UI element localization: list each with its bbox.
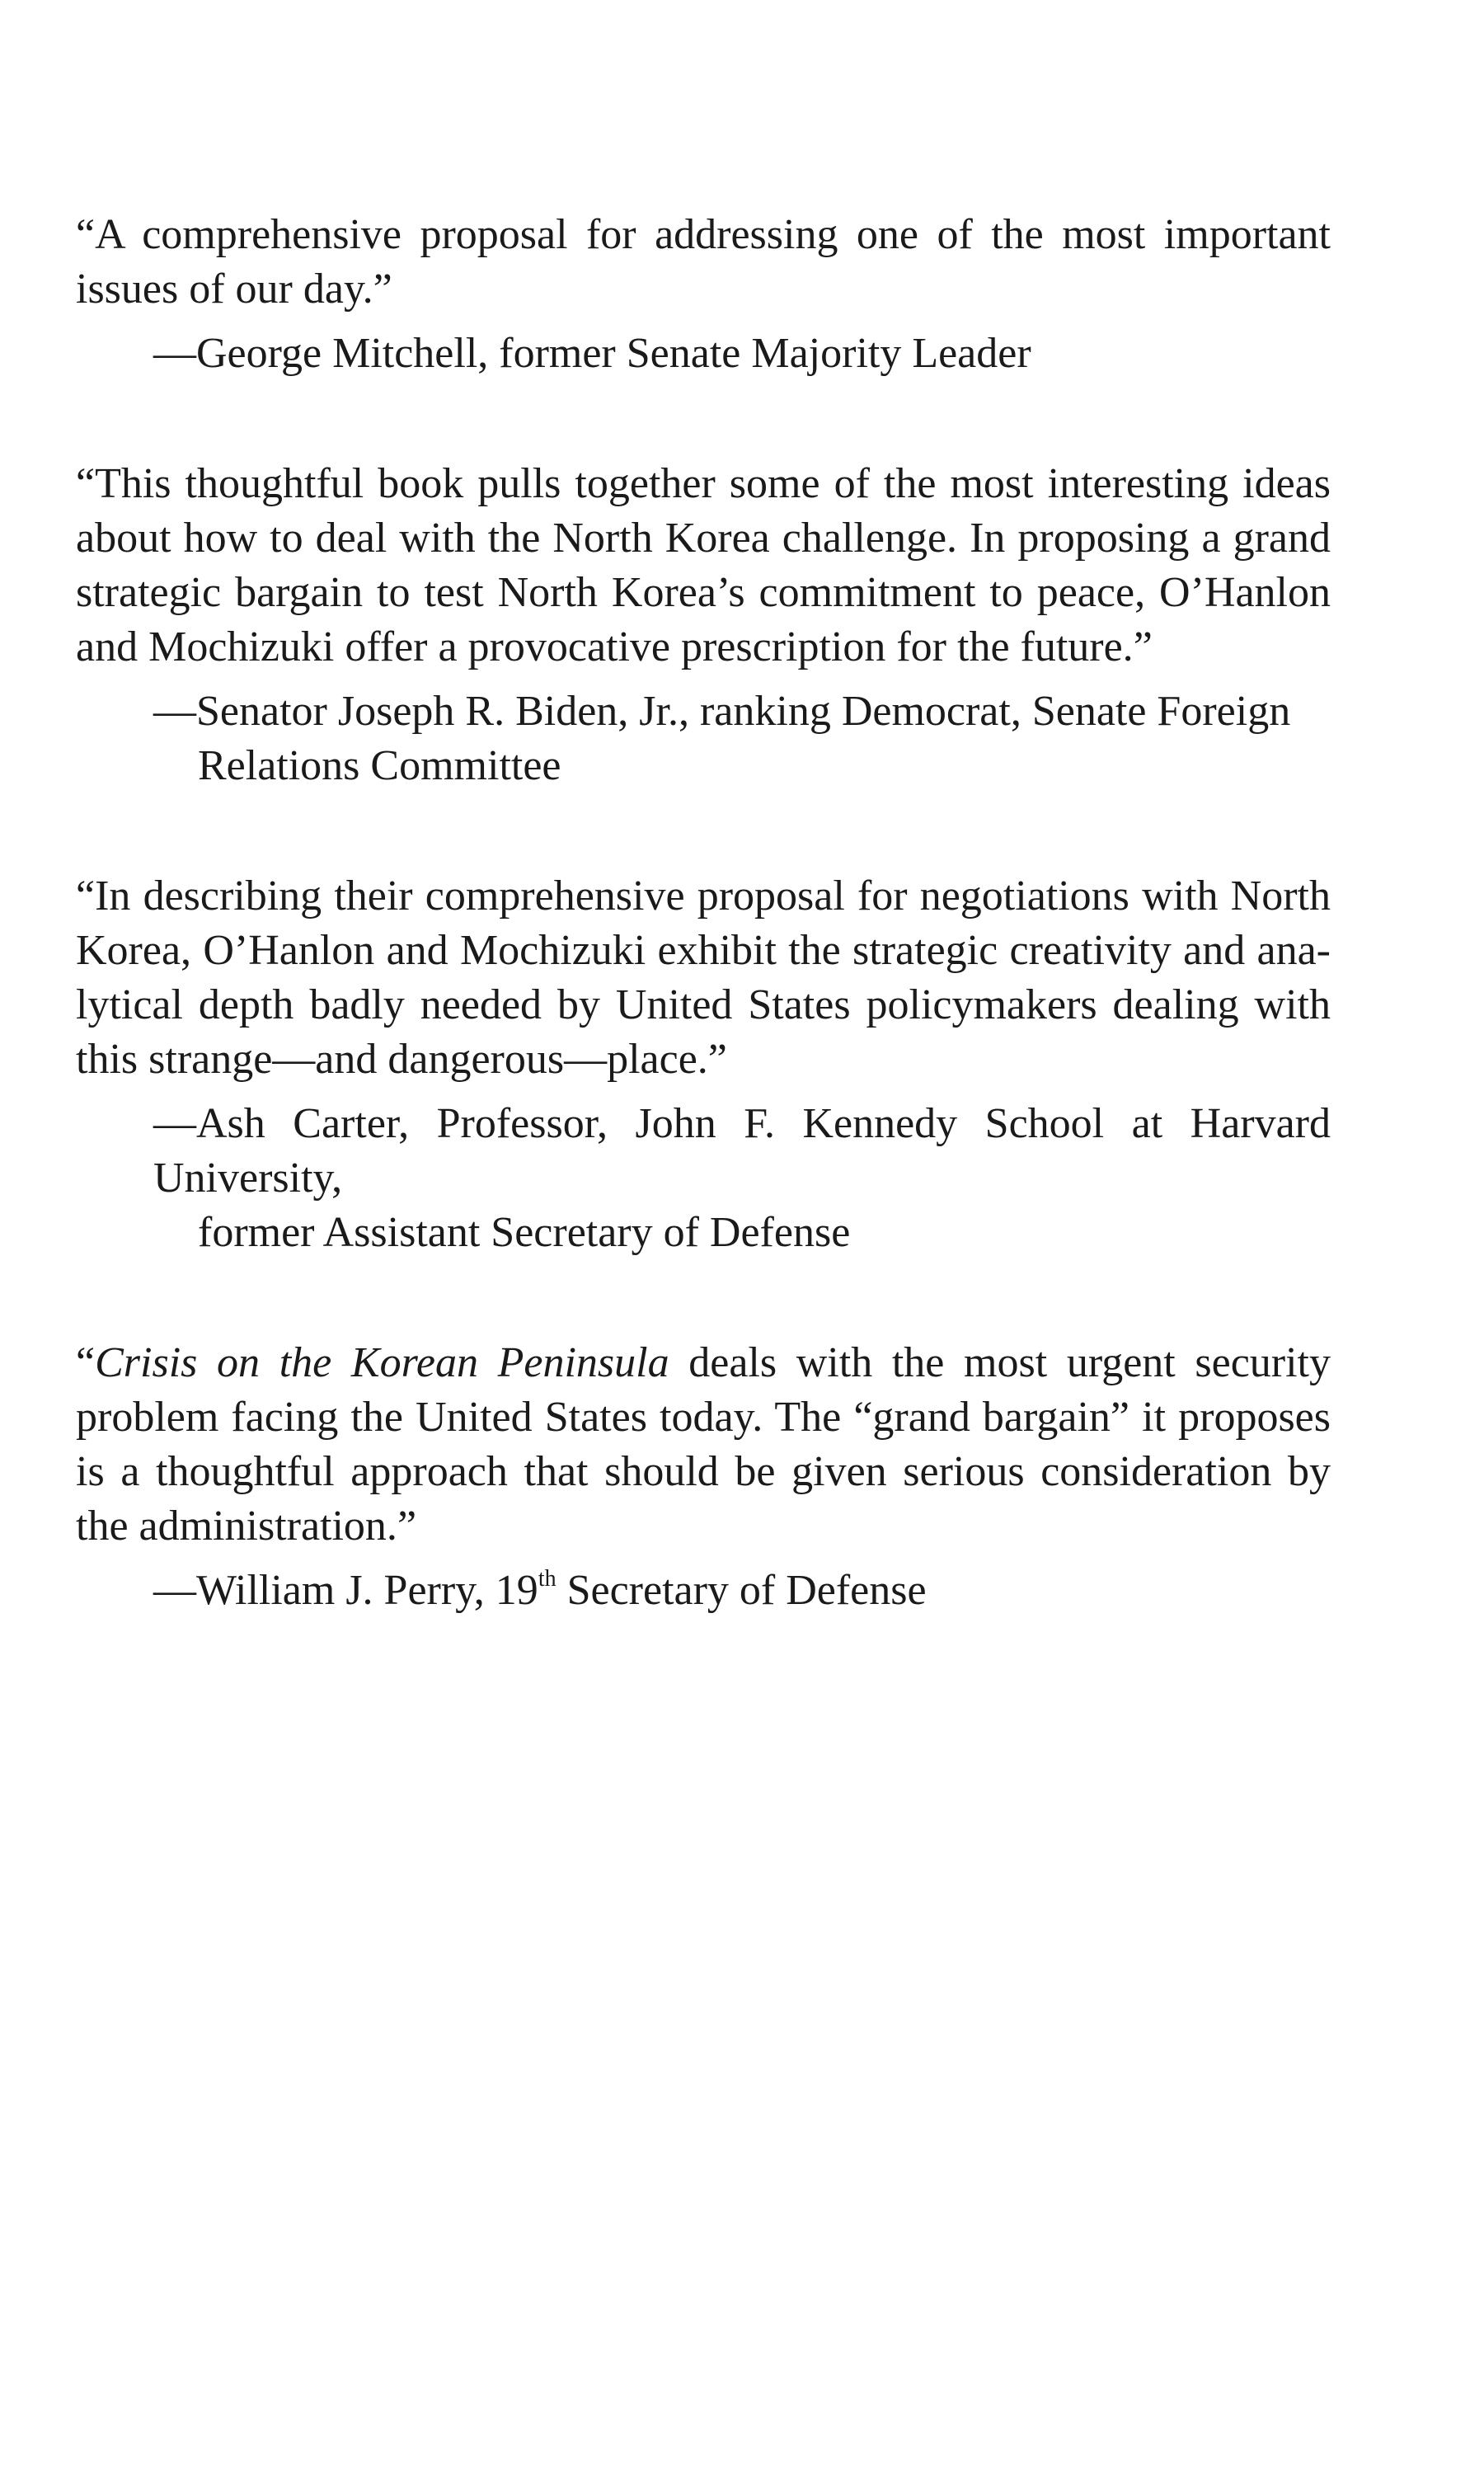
em-dash: — <box>153 1567 196 1614</box>
attribution <box>153 1564 1331 1618</box>
attribution-line-1 <box>153 684 1331 739</box>
quote-text <box>76 208 1331 317</box>
attribution-name: Ash Carter, Professor, John F. Kennedy School at Harvard University, <box>153 1100 1331 1202</box>
endorsement-mitchell <box>76 208 1331 381</box>
quote-text <box>76 457 1331 675</box>
open-quote: “ <box>76 211 96 258</box>
attribution-name: George Mitchell, former Senate Majority Leader <box>196 330 1031 377</box>
quote-text <box>76 1336 1331 1554</box>
em-dash: — <box>153 688 196 735</box>
close-quote: ” <box>1133 623 1153 670</box>
book-title: Crisis on the Korean Peninsula <box>95 1339 669 1386</box>
quote-body: A comprehensive proposal for addressing one of the most important issues of our day. <box>76 211 1331 313</box>
open-quote: “ <box>76 872 96 920</box>
close-quote: ” <box>373 266 392 313</box>
attribution-body <box>153 1097 1331 1260</box>
endorsement-carter <box>76 869 1331 1260</box>
em-dash: — <box>153 330 196 377</box>
attribution-title: Secretary of Defense <box>556 1567 927 1614</box>
close-quote: ” <box>707 1036 727 1083</box>
endorsements-page <box>76 208 1331 1694</box>
attribution-body <box>153 684 1331 793</box>
open-quote: “ <box>76 1339 96 1386</box>
endorsement-biden <box>76 457 1331 793</box>
em-dash: — <box>153 1100 196 1147</box>
attribution <box>153 327 1331 381</box>
endorsement-perry <box>76 1336 1331 1618</box>
quote-body: This thoughtful book pulls together some of the most interesting ideas about how to deal with the North Korea challenge. In proposing a grand strategic bargain to test North Korea’s commitment to peace, O’Hanlon and Mochizuki offer a provocative prescription for the future. <box>76 460 1331 670</box>
attribution-line-2: Relations Committee <box>198 742 561 789</box>
attribution-name: Senator Joseph R. Biden, Jr., ranking Democrat, Senate Foreign <box>196 688 1291 735</box>
close-quote: ” <box>397 1503 417 1550</box>
attribution-name: William J. Perry, 19 <box>196 1567 538 1614</box>
attribution <box>153 1097 1331 1260</box>
quote-text <box>76 869 1331 1087</box>
attribution-line-2: former Assistant Secretary of Defense <box>198 1209 851 1256</box>
quote-body: In describing their comprehensive proposal for negotiations with North Korea, O’Hanlon and Mochizuki exhibit the strategic creativity and analytical depth badly needed by United States policymakers dealing with this strange—and dangerous—place. <box>76 872 1331 1083</box>
ordinal-suffix: th <box>538 1566 556 1592</box>
attribution-line-1 <box>153 1097 1331 1206</box>
attribution <box>153 684 1331 793</box>
open-quote: “ <box>76 460 96 507</box>
quote-body: deals with the most urgent security problem facing the United States today. The “grand bargain” it proposes is a thoughtful approach that should be given serious consideration by the administration. <box>76 1339 1331 1550</box>
